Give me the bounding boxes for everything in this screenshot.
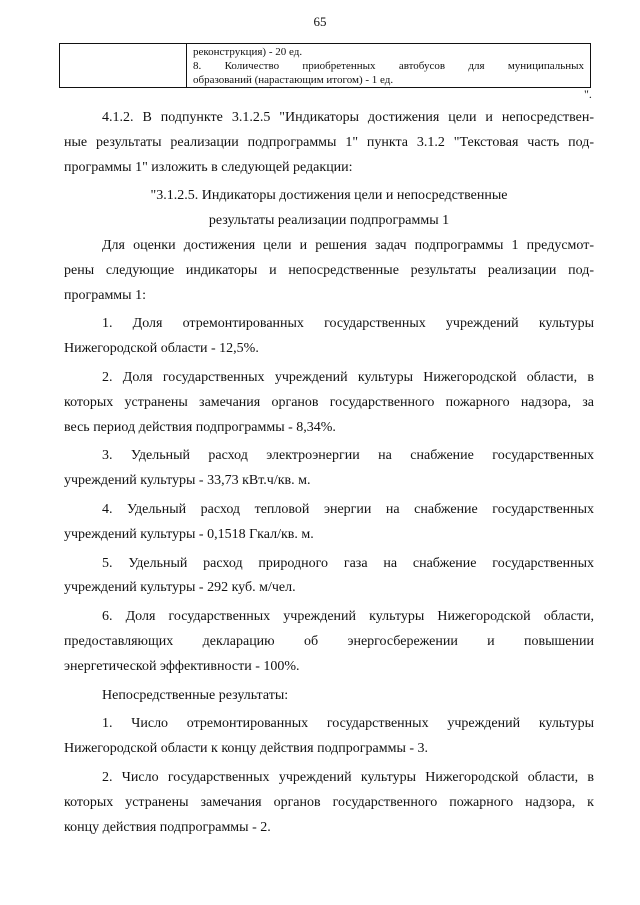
text-line: программы 1" изложить в следующей редакции:: [64, 159, 353, 175]
text-line: Нижегородской области к концу действия подпрограммы - 3.: [64, 741, 429, 757]
section-heading: [64, 184, 594, 234]
text-line: Нижегородской области - 12,5%.: [64, 341, 259, 357]
table-line: образований (нарастающим итогом) - 1 ед.: [193, 74, 394, 86]
indicator-item: [64, 605, 594, 679]
text-line: 4. Удельный расход тепловой энергии на снабжение государственных: [102, 501, 594, 517]
text-line: 1. Доля отремонтированных государственных учреждений культуры: [102, 316, 594, 332]
text-line: 2. Доля государственных учреждений культуры Нижегородской области, в: [102, 369, 594, 385]
table-line: реконструкция) - 20 ед.: [193, 46, 303, 58]
paragraph-amendment: [64, 106, 594, 180]
text-line: учреждений культуры - 292 куб. м/чел.: [64, 580, 296, 596]
text-line: рены следующие индикаторы и непосредственные результаты реализации под-: [64, 262, 594, 278]
result-item: [64, 766, 594, 840]
result-item: [64, 712, 594, 762]
text-line: ные результаты реализации подпрограммы 1" пункта 3.1.2 "Текстовая часть под-: [64, 134, 594, 150]
table-line: 8. Количество приобретенных автобусов для муниципальных: [193, 60, 584, 72]
text-line: учреждений культуры - 33,73 кВт.ч/кв. м.: [64, 473, 311, 489]
indicator-item: [64, 312, 594, 362]
text-line: 1. Число отремонтированных государственных учреждений культуры: [102, 716, 594, 732]
indicator-item: [64, 552, 594, 602]
text-line: весь период действия подпрограммы - 8,34%.: [64, 419, 336, 435]
indicator-item: [64, 498, 594, 548]
continued-table: [59, 43, 591, 88]
text-line: предоставляющих декларацию об энергосбережении и повышении: [64, 633, 594, 649]
text-line: 6. Доля государственных учреждений культуры Нижегородской области,: [102, 609, 594, 625]
text-line: программы 1:: [64, 287, 146, 303]
text-line: 4.1.2. В подпункте 3.1.2.5 "Индикаторы достижения цели и непосредствен-: [102, 110, 594, 125]
heading-line: результаты реализации подпрограммы 1: [208, 213, 450, 229]
text-line: которых устранены замечания органов государственного пожарного надзора, к: [64, 794, 594, 810]
heading-line: "3.1.2.5. Индикаторы достижения цели и непосредственные: [150, 188, 508, 204]
results-heading: [64, 684, 594, 709]
text-line: 2. Число государственных учреждений культуры Нижегородской области, в: [102, 769, 594, 785]
indicator-item: [64, 366, 594, 440]
text-line: энергетической эффективности - 100%.: [64, 658, 300, 674]
closing-quote: ".: [584, 87, 592, 101]
text-line: Для оценки достижения цели и решения задач подпрограммы 1 предусмот-: [102, 237, 594, 253]
text-line: которых устранены замечания органов государственного пожарного надзора, за: [64, 394, 594, 410]
paragraph-intro: [64, 234, 594, 308]
table-text-cell: [187, 44, 591, 88]
text-line: учреждений культуры - 0,1518 Гкал/кв. м.: [64, 526, 314, 542]
indicator-item: [64, 444, 594, 494]
table-empty-cell: [60, 44, 187, 88]
text-line: 5. Удельный расход природного газа на снабжение государственных: [102, 555, 594, 571]
page-number: 65: [313, 14, 327, 29]
text-line: концу действия подпрограммы - 2.: [64, 819, 271, 835]
document-body: [64, 106, 594, 840]
text-line: Непосредственные результаты:: [102, 687, 289, 703]
text-line: 3. Удельный расход электроэнергии на снабжение государственных: [102, 448, 594, 464]
